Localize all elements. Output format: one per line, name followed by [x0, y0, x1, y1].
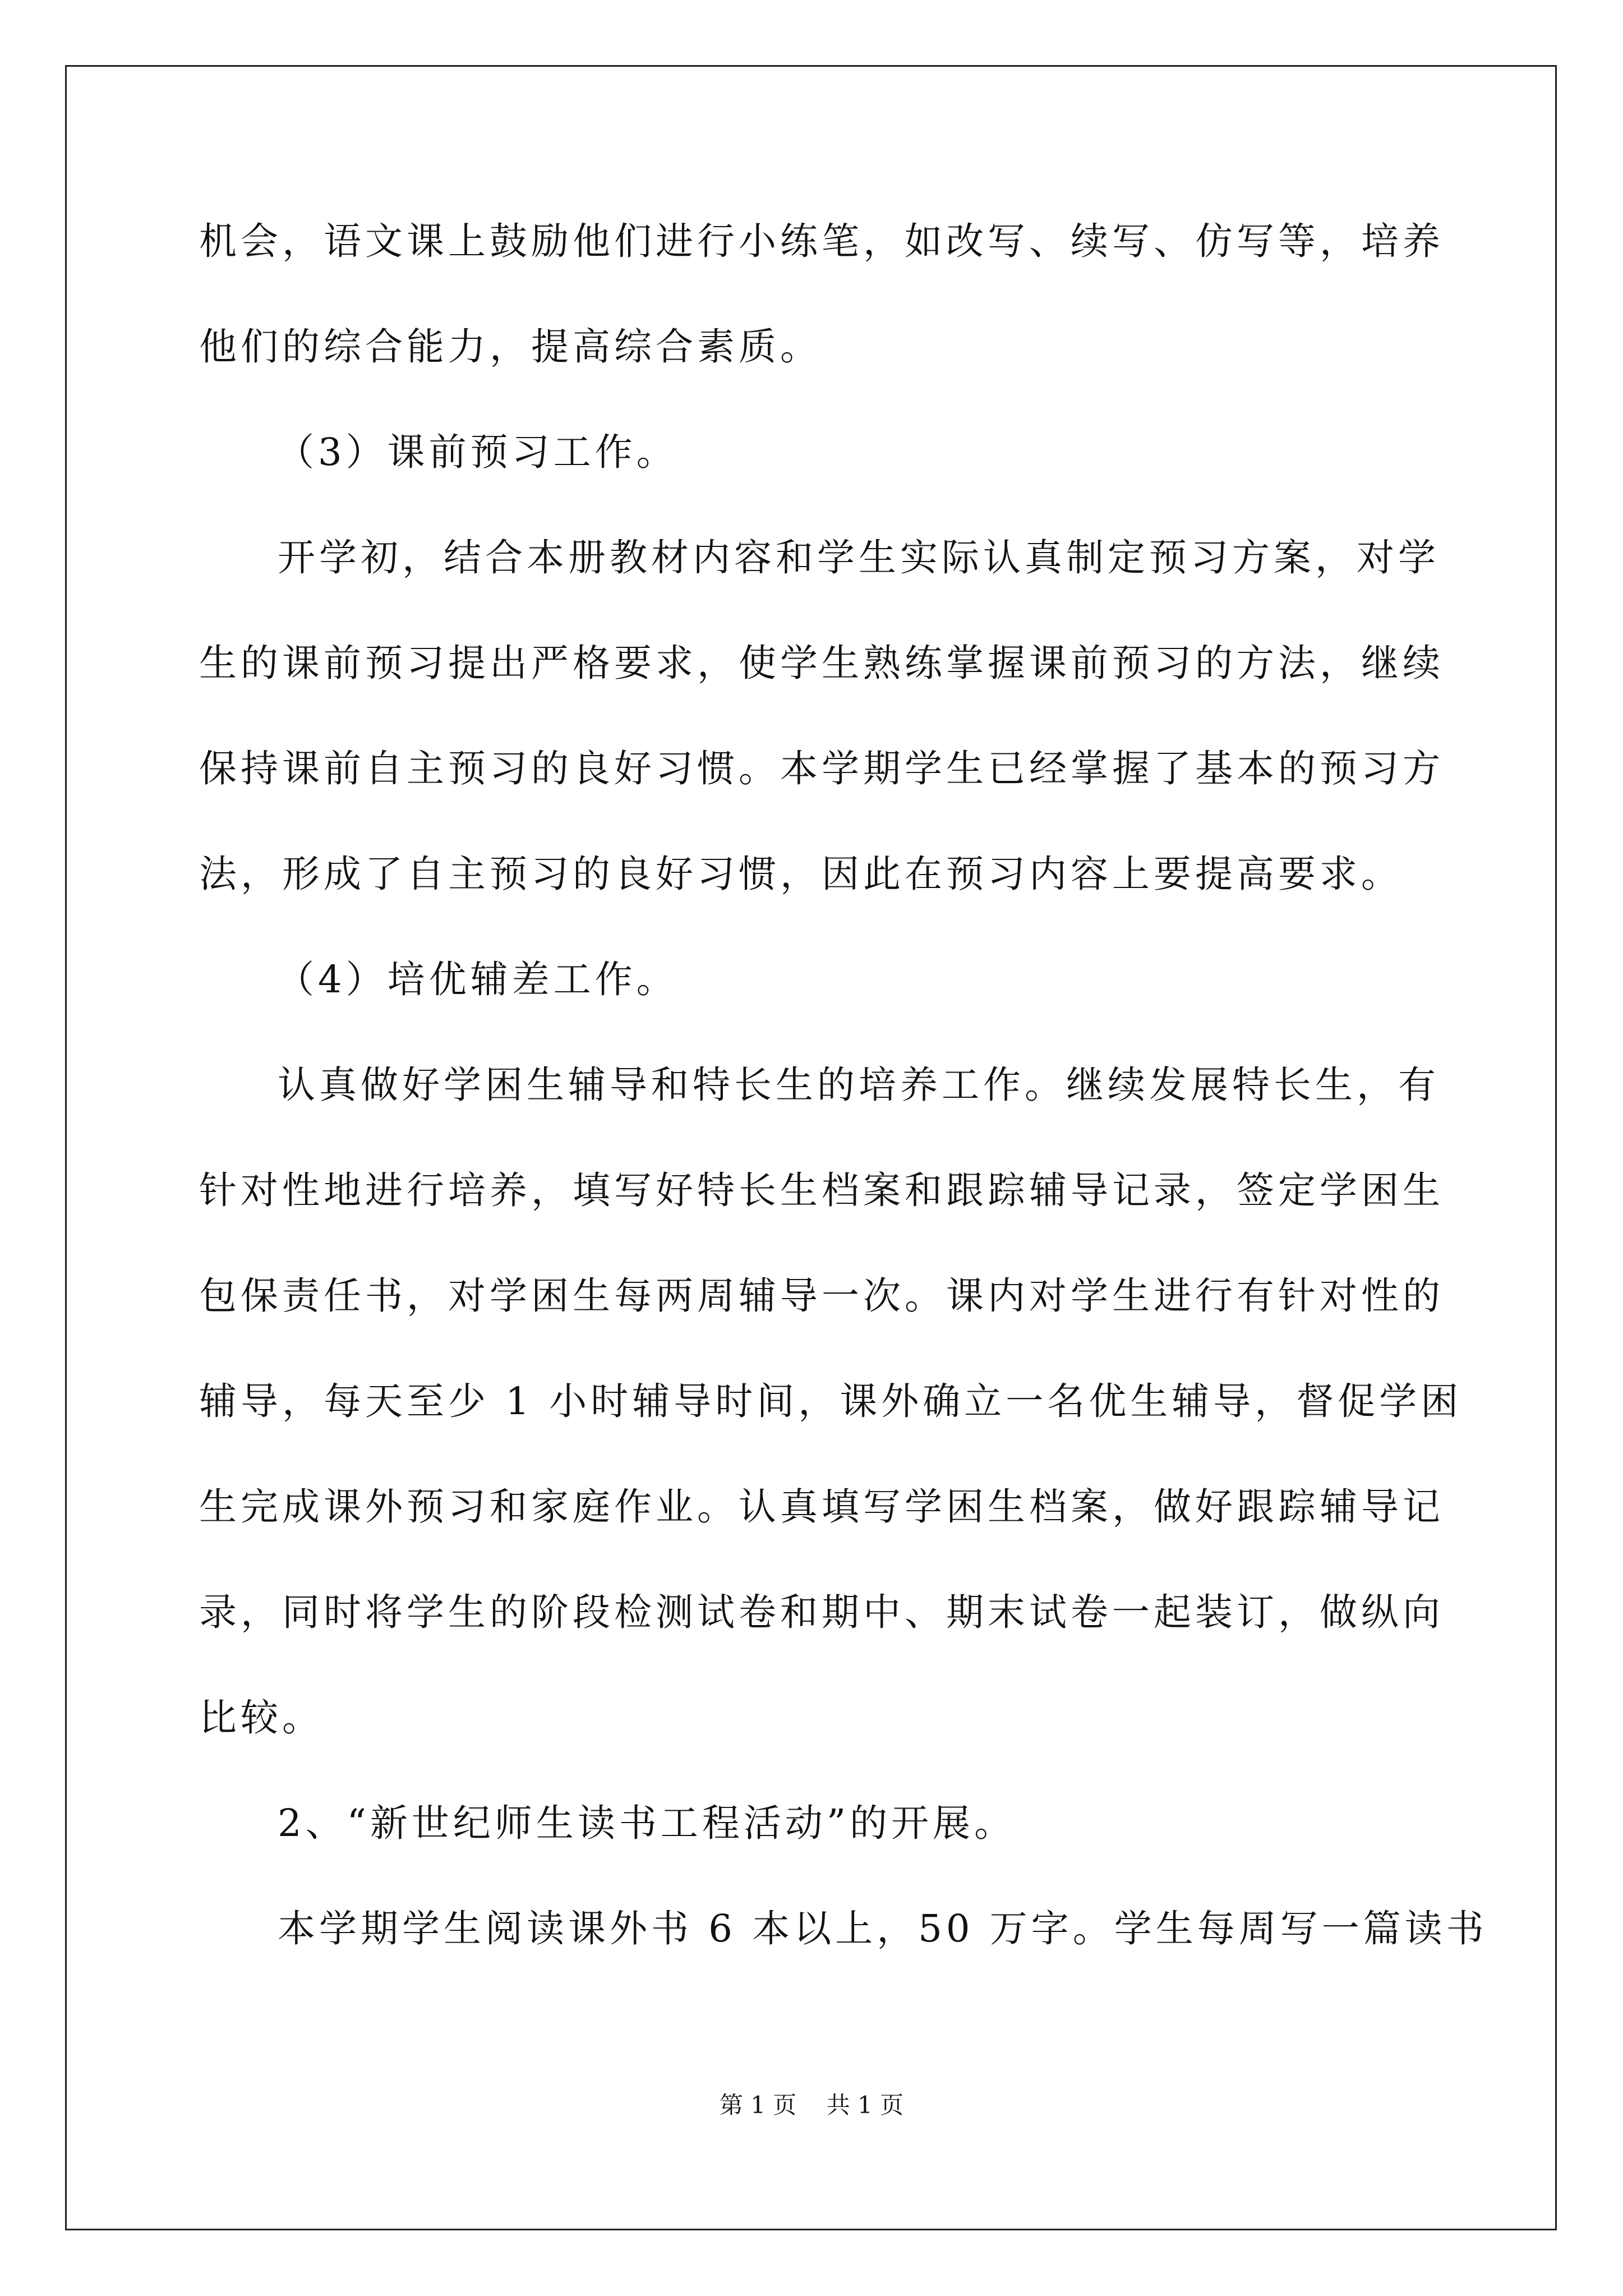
paragraph-start: 本学期学生阅读课外书 6 本以上，50 万字。学生每周写一篇读书: [278, 1907, 1488, 1950]
text-line: 法，形成了自主预习的良好习惯，因此在预习内容上要提高要求。: [199, 852, 1403, 896]
section-heading: （4）培优辅差工作。: [276, 958, 678, 1001]
text-line: 生的课前预习提出严格要求，使学生熟练掌握课前预习的方法，继续: [199, 641, 1444, 685]
document-body: [199, 188, 1488, 1981]
text-line: 机会，语文课上鼓励他们进行小练笔，如改写、续写、仿写等，培养: [199, 219, 1444, 263]
section-heading: 2、“新世纪师生读书工程活动”的开展。: [278, 1801, 1016, 1845]
section-heading: （3）课前预习工作。: [276, 430, 678, 474]
page-number: 第 1 页 共 1 页: [719, 2091, 904, 2119]
text-line: 保持课前自主预习的良好习惯。本学期学生已经掌握了基本的预习方: [199, 747, 1444, 790]
paragraph-start: 开学初，结合本册教材内容和学生实际认真制定预习方案，对学: [278, 536, 1440, 579]
text-line: 他们的综合能力，提高综合素质。: [199, 325, 822, 369]
page-footer: [0, 2087, 1623, 2120]
text-line: 包保责任书，对学困生每两周辅导一次。课内对学生进行有针对性的: [199, 1274, 1444, 1318]
text-line: 比较。: [199, 1696, 324, 1740]
text-line: 针对性地进行培养，填写好特长生档案和跟踪辅导记录，签定学困生: [199, 1168, 1444, 1212]
paragraph-start: 认真做好学困生辅导和特长生的培养工作。继续发展特长生，有: [278, 1063, 1440, 1107]
text-line: 生完成课外预习和家庭作业。认真填写学困生档案，做好跟踪辅导记: [199, 1485, 1444, 1529]
text-line: 辅导，每天至少 1 小时辅导时间，课外确立一名优生辅导，督促学困: [199, 1379, 1463, 1423]
text-line: 录，同时将学生的阶段检测试卷和期中、期末试卷一起装订，做纵向: [199, 1590, 1444, 1634]
